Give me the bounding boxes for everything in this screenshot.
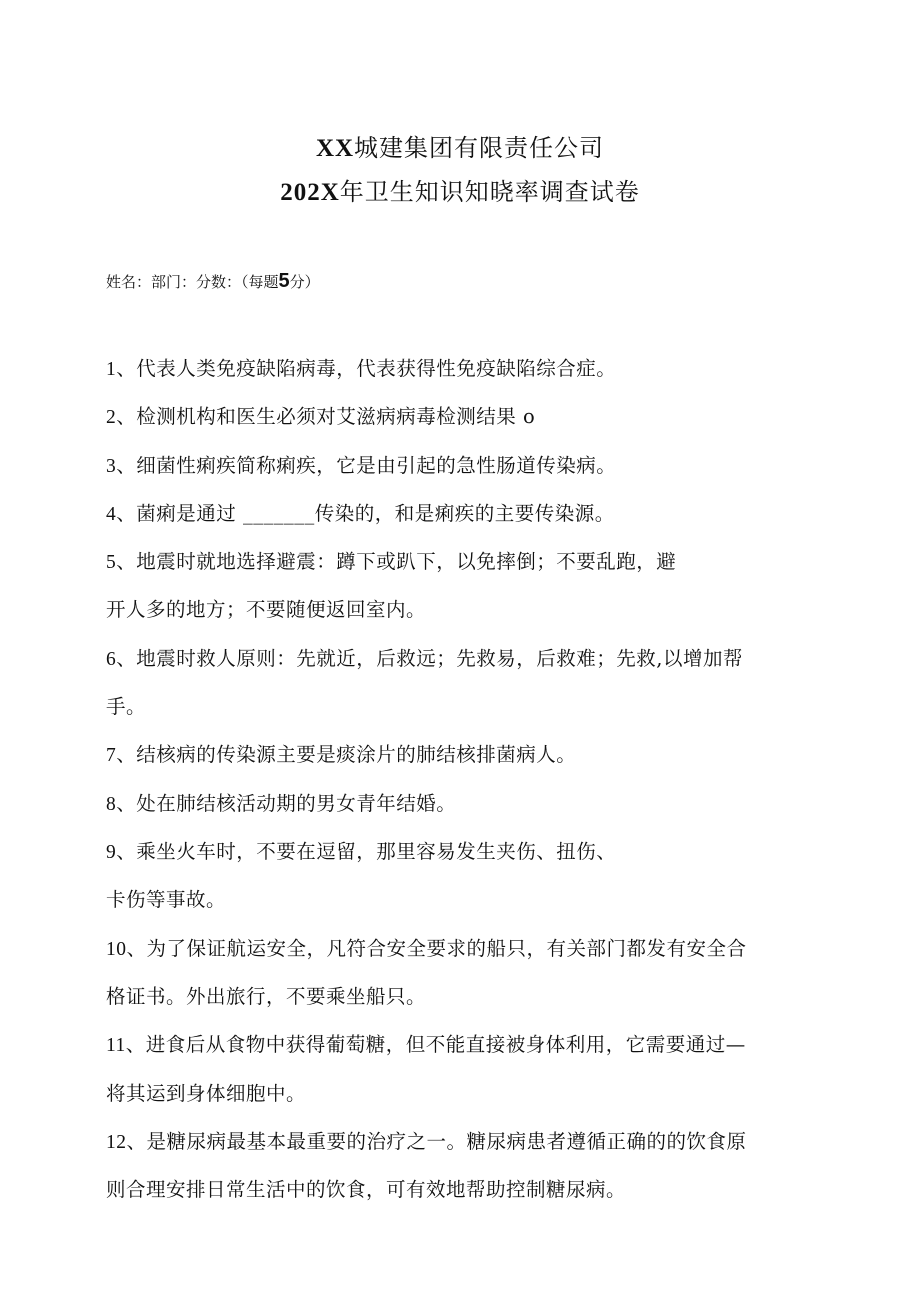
question-8 bbox=[106, 788, 456, 816]
question-number: 8 bbox=[106, 794, 117, 815]
question-text: 、代表人类免疫缺陷病毒，代表获得性免疫缺陷综合症。 bbox=[116, 357, 617, 380]
info-score: 5 bbox=[278, 270, 290, 292]
question-5-continuation: 开人多的地方；不要随便返回室内。 bbox=[106, 598, 427, 621]
question-text: 、地震时就地选择避震：蹲下或趴下，以免摔倒；不要乱跑，避 bbox=[116, 550, 677, 573]
question-2 bbox=[106, 401, 535, 429]
question-number: 12 bbox=[106, 1132, 127, 1153]
question-text: 、是糖尿病最基本最重要的治疗之一。糖尿病患者遵循正确的的饮食原 bbox=[126, 1130, 747, 1153]
question-text: 、地震时救人原则：先就近，后救远；先救易，后救难；先救,以增加帮 bbox=[116, 647, 743, 670]
info-label: 姓名：部门：分数：（每题 bbox=[106, 273, 279, 291]
question-text: 、为了保证航运安全，凡符合安全要求的船只，有关部门都发有安全合 bbox=[126, 937, 747, 960]
question-6-continuation: 手。 bbox=[106, 695, 147, 718]
question-11 bbox=[106, 1029, 746, 1057]
question-3 bbox=[106, 450, 616, 478]
question-text: 、检测机构和医生必须对艾滋病病毒检测结果 o bbox=[116, 405, 536, 428]
question-4 bbox=[106, 498, 615, 526]
info-line bbox=[106, 270, 320, 293]
question-number: 3 bbox=[106, 456, 117, 477]
document-subtitle bbox=[0, 172, 920, 207]
question-10 bbox=[106, 933, 747, 961]
subtitle-prefix: 202X bbox=[280, 179, 340, 206]
question-number: 10 bbox=[106, 939, 127, 960]
question-text: 、进食后从食物中获得葡萄糖，但不能直接被身体利用，它需要通过— bbox=[125, 1033, 746, 1056]
question-9-continuation: 卡伤等事故。 bbox=[106, 888, 227, 911]
question-number: 1 bbox=[106, 359, 117, 380]
question-text: 、菌痢是通过 _______传染的，和是痢疾的主要传染源。 bbox=[116, 502, 615, 525]
info-suffix: 分） bbox=[289, 273, 320, 291]
question-9 bbox=[106, 836, 616, 864]
question-5 bbox=[106, 546, 676, 574]
question-6 bbox=[106, 643, 743, 671]
question-number: 4 bbox=[106, 504, 117, 525]
question-11-continuation: 将其运到身体细胞中。 bbox=[106, 1082, 307, 1105]
question-number: 9 bbox=[106, 842, 117, 863]
question-number: 7 bbox=[106, 745, 117, 766]
question-text: 、结核病的传染源主要是痰涂片的肺结核排菌病人。 bbox=[116, 743, 577, 766]
question-number: 5 bbox=[106, 552, 117, 573]
title-prefix: XX bbox=[315, 135, 355, 162]
question-text: 、细菌性痢疾简称痢疾，它是由引起的急性肠道传染病。 bbox=[116, 454, 617, 477]
question-number: 11 bbox=[106, 1035, 126, 1056]
subtitle-rest: 年卫生知识知晓率调查试卷 bbox=[339, 178, 640, 206]
question-text: 、处在肺结核活动期的男女青年结婚。 bbox=[116, 792, 457, 815]
question-text: 、乘坐火车时，不要在逗留，那里容易发生夹伤、扭伤、 bbox=[116, 840, 617, 863]
question-number: 2 bbox=[106, 407, 117, 428]
question-1 bbox=[106, 353, 616, 381]
question-12-continuation: 则合理安排日常生活中的饮食，可有效地帮助控制糖尿病。 bbox=[106, 1178, 627, 1201]
question-10-continuation: 格证书。外出旅行，不要乘坐船只。 bbox=[106, 985, 427, 1008]
question-12 bbox=[106, 1126, 747, 1154]
question-7 bbox=[106, 739, 576, 767]
title-rest: 城建集团有限责任公司 bbox=[354, 134, 605, 162]
document-title bbox=[0, 128, 920, 163]
question-number: 6 bbox=[106, 649, 117, 670]
